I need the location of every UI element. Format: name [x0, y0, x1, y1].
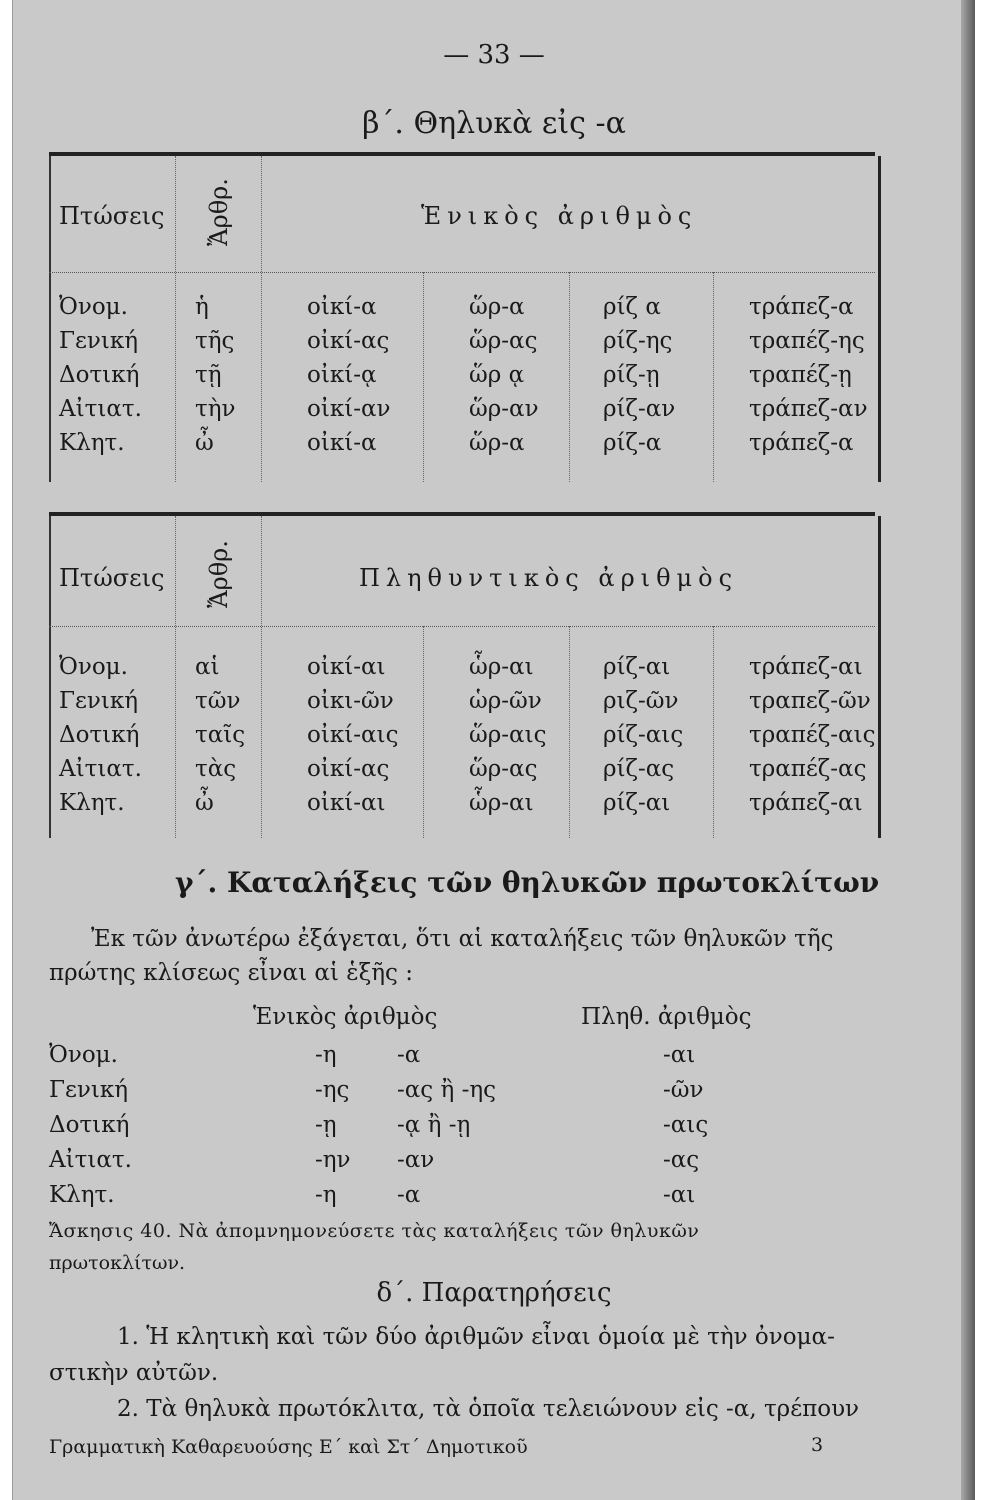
header-cases: Πτώσεις: [59, 202, 165, 230]
cell-article: ἡ: [195, 294, 209, 320]
cell-article: τὰς: [195, 756, 237, 782]
cell-case: Γενική: [59, 688, 139, 714]
section-b-title: β΄. Θηλυκὰ εἰς -α: [362, 106, 626, 141]
cell-word-ora: ὥρ-αν: [469, 396, 539, 422]
section-d-title: δ΄. Παρατηρήσεις: [376, 1278, 612, 1308]
cell-word-trapeza: τραπέζ-ῃ: [749, 362, 852, 388]
cell-word-riza: ρίζ-ης: [603, 328, 673, 354]
ending-s2: -α: [397, 1042, 421, 1068]
ending-case: Αἰτιατ.: [49, 1147, 132, 1173]
ending-p: -αι: [663, 1182, 696, 1208]
cell-case: Ὀνομ.: [59, 654, 128, 680]
ending-p: -ῶν: [663, 1077, 704, 1103]
cell-word-ora: ὥρ-αις: [469, 722, 547, 748]
header-cases: Πτώσεις: [59, 564, 165, 592]
cell-word-ora: ὥρ-ας: [469, 328, 538, 354]
exercise-line-2: πρωτοκλίτων.: [49, 1252, 186, 1274]
cell-word-trapeza: τραπέζ-ας: [749, 756, 867, 782]
ending-p: -αις: [663, 1112, 709, 1138]
cell-word-ora: ὧρ-αι: [469, 654, 534, 680]
page-number: — 33 —: [443, 40, 545, 70]
cell-word-riza: ρίζ-αις: [603, 722, 684, 748]
cell-word-riza: ρίζ-αι: [603, 790, 671, 816]
cell-article: ταῖς: [195, 722, 246, 748]
ending-s1: -ην: [315, 1147, 351, 1173]
cell-case: Κλητ.: [59, 430, 125, 456]
cell-article: τῆς: [195, 328, 235, 354]
cell-word-oikia: οἰκί-ας: [307, 328, 390, 354]
cell-word-riza: ριζ-ῶν: [603, 688, 679, 714]
section-c-paragraph-line-2: πρώτης κλίσεως εἶναι αἱ ἑξῆς :: [49, 960, 413, 986]
cell-article: ὦ: [195, 790, 214, 816]
cell-case: Ὀνομ.: [59, 294, 128, 320]
ending-case: Δοτική: [49, 1112, 130, 1138]
endings-head-singular: Ἑνικὸς ἀριθμὸς: [253, 1004, 438, 1030]
section-c-paragraph-line-1: Ἐκ τῶν ἀνωτέρω ἐξάγεται, ὅτι αἱ καταλήξεις τῶν θηλυκῶν τῆς: [91, 926, 834, 952]
cell-word-riza: ρίζ-α: [603, 430, 662, 456]
cell-word-riza: ρίζ α: [603, 294, 661, 320]
plural-declension-table: [49, 512, 875, 838]
ending-p: -ας: [663, 1147, 700, 1173]
footer-signature-number: 3: [811, 1434, 824, 1456]
remark-1-line-2: στικὴν αὐτῶν.: [49, 1360, 219, 1386]
cell-word-oikia: οἰκί-αν: [307, 396, 391, 422]
ending-s1: -ης: [315, 1077, 350, 1103]
cell-word-trapeza: τράπεζ-αν: [749, 396, 868, 422]
cell-article: τῶν: [195, 688, 241, 714]
cell-word-oikia: οἰκί-ας: [307, 756, 390, 782]
section-c-title: γ΄. Καταλήξεις τῶν θηλυκῶν πρωτοκλίτων: [175, 866, 880, 899]
page-spine-shadow: [961, 0, 975, 1500]
cell-word-trapeza: τραπέζ-αις: [749, 722, 876, 748]
cell-word-oikia: οἰκί-ᾳ: [307, 362, 377, 388]
ending-s2: -ας ἢ -ης: [397, 1077, 497, 1103]
ending-s2: -α: [397, 1182, 421, 1208]
ending-case: Ὀνομ.: [49, 1042, 118, 1068]
ending-s1: -ῃ: [315, 1112, 337, 1138]
cell-word-ora: ὥρ-ας: [469, 756, 538, 782]
header-plural-number: Πληθυντικὸς ἀριθμὸς: [359, 564, 739, 592]
cell-word-riza: ρίζ-ῃ: [603, 362, 660, 388]
cell-case: Δοτική: [59, 722, 140, 748]
cell-word-riza: ρίζ-αι: [603, 654, 671, 680]
cell-case: Αἰτιατ.: [59, 756, 142, 782]
ending-s1: -η: [315, 1042, 337, 1068]
cell-word-oikia: οἰκί-α: [307, 294, 377, 320]
header-singular-number: Ἑνικὸς ἀριθμὸς: [421, 202, 698, 230]
cell-case: Γενική: [59, 328, 139, 354]
cell-article: ὦ: [195, 430, 214, 456]
cell-word-trapeza: τραπεζ-ῶν: [749, 688, 871, 714]
cell-case: Δοτική: [59, 362, 140, 388]
footer-book-title: Γραμματικὴ Καθαρευούσης Ε΄ καὶ Στ΄ Δημοτικοῦ: [49, 1436, 528, 1458]
cell-article: τῇ: [195, 362, 222, 388]
cell-word-trapeza: τράπεζ-α: [749, 430, 854, 456]
cell-word-oikia: οἰκι-ῶν: [307, 688, 394, 714]
header-article: Ἄρθρ.: [205, 178, 233, 246]
cell-word-trapeza: τράπεζ-αι: [749, 654, 863, 680]
cell-word-riza: ρίζ-ας: [603, 756, 675, 782]
cell-word-trapeza: τραπέζ-ης: [749, 328, 865, 354]
exercise-line-1: Ἄσκησις 40. Νὰ ἀπομνημονεύσετε τὰς καταλήξεις τῶν θηλυκῶν: [49, 1220, 700, 1242]
remark-1-line-1: 1. Ἡ κλητικὴ καὶ τῶν δύο ἀριθμῶν εἶναι ὁμοία μὲ τὴν ὀνομα-: [117, 1324, 835, 1350]
ending-s2: -αν: [397, 1147, 435, 1173]
ending-p: -αι: [663, 1042, 696, 1068]
cell-word-ora: ὥρ ᾳ: [469, 362, 525, 388]
cell-case: Αἰτιατ.: [59, 396, 142, 422]
cell-article: αἱ: [195, 654, 220, 680]
cell-word-ora: ὥρ-α: [469, 430, 525, 456]
header-article: Ἄρθρ.: [205, 540, 233, 608]
cell-word-oikia: οἰκί-αις: [307, 722, 399, 748]
remark-2-line-1: 2. Τὰ θηλυκὰ πρωτόκλιτα, τὰ ὁποῖα τελειώνουν εἰς -α, τρέπουν: [117, 1396, 860, 1422]
book-page: [12, 0, 975, 1500]
ending-s2: -ᾳ ἢ -ῃ: [397, 1112, 471, 1138]
ending-case: Κλητ.: [49, 1182, 115, 1208]
cell-word-ora: ὧρ-αι: [469, 790, 534, 816]
cell-article: τὴν: [195, 396, 236, 422]
cell-word-ora: ὡρ-ῶν: [469, 688, 542, 714]
cell-word-riza: ρίζ-αν: [603, 396, 676, 422]
singular-declension-table: [49, 152, 875, 482]
cell-word-ora: ὥρ-α: [469, 294, 525, 320]
cell-word-oikia: οἰκί-α: [307, 430, 377, 456]
ending-case: Γενική: [49, 1077, 129, 1103]
cell-word-oikia: οἰκί-αι: [307, 654, 386, 680]
cell-word-trapeza: τράπεζ-α: [749, 294, 854, 320]
cell-case: Κλητ.: [59, 790, 125, 816]
ending-s1: -η: [315, 1182, 337, 1208]
cell-word-oikia: οἰκί-αι: [307, 790, 386, 816]
endings-head-plural: Πληθ. ἀριθμὸς: [581, 1004, 752, 1030]
cell-word-trapeza: τράπεζ-αι: [749, 790, 863, 816]
